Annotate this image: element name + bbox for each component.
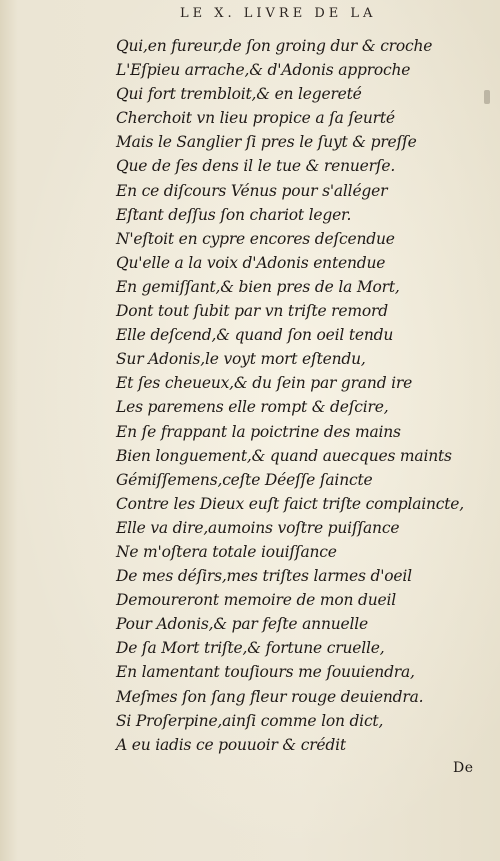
verse-line: Et ſes cheueux,& du ſein par grand ire <box>116 374 413 393</box>
verse-line: Si Proſerpine,ainſi comme lon dict, <box>116 711 384 730</box>
verse-line: L'Eſpieu arrache,& d'Adonis approche <box>116 61 411 80</box>
verse-line: En ce diſcours Vénus pour s'alléger <box>116 181 388 200</box>
running-head: LE X. LIVRE DE LA <box>180 6 377 21</box>
catchword: De <box>453 760 474 776</box>
verse-line: Meſmes ſon ſang fleur rouge deuiendra. <box>116 687 424 706</box>
verse-line: Qui,en fureur,de ſon groing dur & croche <box>116 37 433 55</box>
verse-line: En gemiſſant,& bien pres de la Mort, <box>116 277 400 296</box>
verse-line: Les paremens elle rompt & deſcire, <box>116 398 389 417</box>
verse-line: De mes déſirs,mes triſtes larmes d'oeil <box>116 567 412 586</box>
verse-line: Que de ſes dens il le tue & renuerſe. <box>116 157 396 176</box>
ink-blot <box>484 90 490 104</box>
verse-line: Eſtant deſſus ſon chariot leger. <box>116 205 352 224</box>
verse-line: Sur Adonis,le voyt mort eſtendu, <box>116 350 366 369</box>
verse-line: Ne m'oſtera totale iouiſſance <box>116 542 337 561</box>
verse-line: En ſe frappant la poictrine des mains <box>116 422 401 441</box>
verse-block <box>116 34 476 757</box>
verse-line: Dont tout ſubit par vn triſte remord <box>116 302 388 321</box>
verse-line: Demoureront memoire de mon dueil <box>116 591 396 610</box>
verse-line: N'eſtoit en cypre encores deſcendue <box>116 229 395 248</box>
verse-line: Cherchoit vn lieu propice a ſa ſeurté <box>116 109 395 128</box>
verse-line: De ſa Mort triſte,& fortune cruelle, <box>116 639 385 658</box>
verse-line: Qui fort trembloit,& en legereté <box>116 85 362 104</box>
verse-line: En lamentant touſiours me ſouuiendra, <box>116 663 415 682</box>
verse-line: Bien longuement,& quand auecques maints <box>116 446 452 465</box>
verse-line: Gémiſſemens,ceſte Déeſſe ſaincte <box>116 470 373 489</box>
verse-line: A eu iadis ce pouuoir & crédit <box>116 735 346 754</box>
verse-line: Elle va dire,aumoins voſtre puiſſance <box>116 518 400 537</box>
verse-line: Contre les Dieux euſt faict triſte complaincte, <box>116 494 464 513</box>
verse-line: Pour Adonis,& par feſte annuelle <box>116 615 368 634</box>
verse-line: Qu'elle a la voix d'Adonis entendue <box>116 253 386 272</box>
verse-line: Elle deſcend,& quand ſon oeil tendu <box>116 326 394 345</box>
verse-line: Mais le Sanglier ſi pres le ſuyt & preſſe <box>116 133 417 152</box>
